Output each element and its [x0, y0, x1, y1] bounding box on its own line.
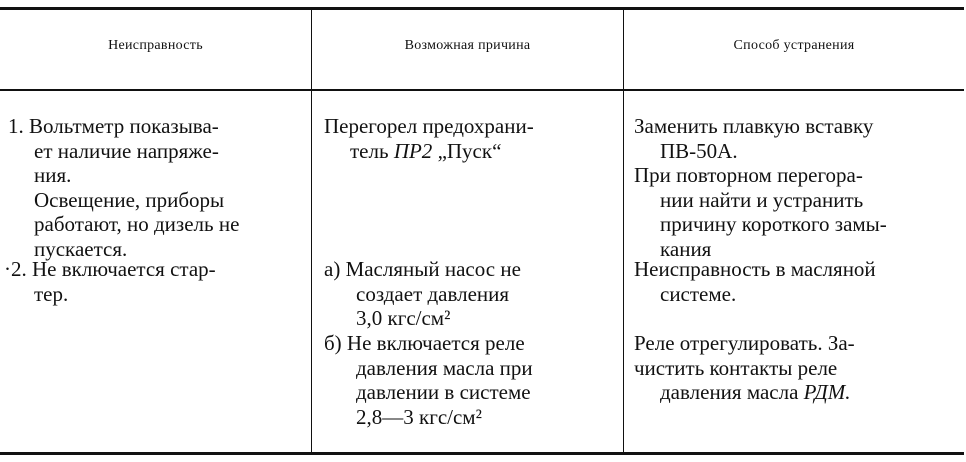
row1-fault — [8, 114, 298, 261]
row2-fault-line: тер. — [34, 281, 69, 306]
row2-cause-b-line: б) Не включается реле — [324, 331, 525, 355]
row1-fault-line: работают, но дизель не — [34, 212, 240, 236]
table-top-rule — [0, 7, 964, 10]
row2-cause-b-line: 2,8—3 кгс/см² — [356, 404, 482, 429]
row1-cause-line: Перегорел предохрани- — [324, 114, 534, 138]
row2-fault — [4, 257, 300, 306]
row1-remedy-line: кания — [660, 236, 712, 261]
row1-fault-line: Вольтметр показыва- — [29, 114, 219, 138]
row2-remedy-b-line: Реле отрегулировать. За- — [634, 331, 855, 355]
row1-remedy-line: нии найти и устранить — [660, 187, 864, 212]
row1-remedy-line: ПВ-50А. — [660, 138, 738, 163]
row1-fault-line: ния. — [34, 163, 72, 187]
header-fault: Неисправность — [108, 38, 203, 53]
header-remedy: Способ устранения — [733, 38, 855, 53]
header-cause: Возможная причина — [404, 38, 531, 53]
row1-fault-line: пускается. — [34, 236, 128, 261]
row1-remedy-line: При повторном перегора- — [634, 163, 863, 187]
row1-cause-line: тель — [350, 138, 389, 163]
row1-cause — [324, 114, 614, 163]
row2-fault-number: ·2. — [4, 257, 27, 281]
table-header-rule — [0, 89, 964, 91]
row2-cause-a — [324, 257, 614, 331]
row2-remedy-b-line: чистить контакты реле — [634, 355, 838, 380]
row1-remedy-line: причину короткого замы- — [660, 212, 887, 236]
row2-cause-b-line: давления масла при — [356, 355, 533, 380]
row2-remedy-a — [634, 257, 959, 306]
row2-remedy-b — [634, 331, 959, 405]
row2-cause-a-line: 3,0 кгс/см² — [356, 306, 451, 330]
row1-remedy-line: Заменить плавкую вставку — [634, 114, 874, 138]
row2-fault-line: Не включается стар- — [32, 257, 216, 281]
row2-relay-code: РДМ. — [803, 380, 851, 404]
row2-cause-a-line: а) Масляный насос не — [324, 257, 521, 281]
row2-remedy-a-line: Неисправность в масляной — [634, 257, 876, 281]
row1-fault-number: 1. — [8, 114, 24, 138]
table-bottom-rule — [0, 452, 964, 455]
row2-remedy-b-line: давления масла — [660, 380, 799, 404]
row1-fault-line: ет наличие напряже- — [34, 138, 219, 163]
row1-fuse-label: „Пуск“ — [437, 138, 502, 163]
row1-fault-line: Освещение, приборы — [34, 187, 225, 212]
column-divider-2 — [623, 10, 624, 452]
row1-fuse-code: ПР2 — [393, 138, 433, 163]
row2-cause-b-line: давлении в системе — [356, 380, 531, 404]
row2-cause-b — [324, 331, 614, 429]
row1-remedy — [634, 114, 959, 261]
row2-cause-a-line: создает давления — [356, 281, 510, 306]
column-divider-1 — [311, 10, 312, 452]
row2-remedy-a-line: системе. — [660, 281, 737, 306]
